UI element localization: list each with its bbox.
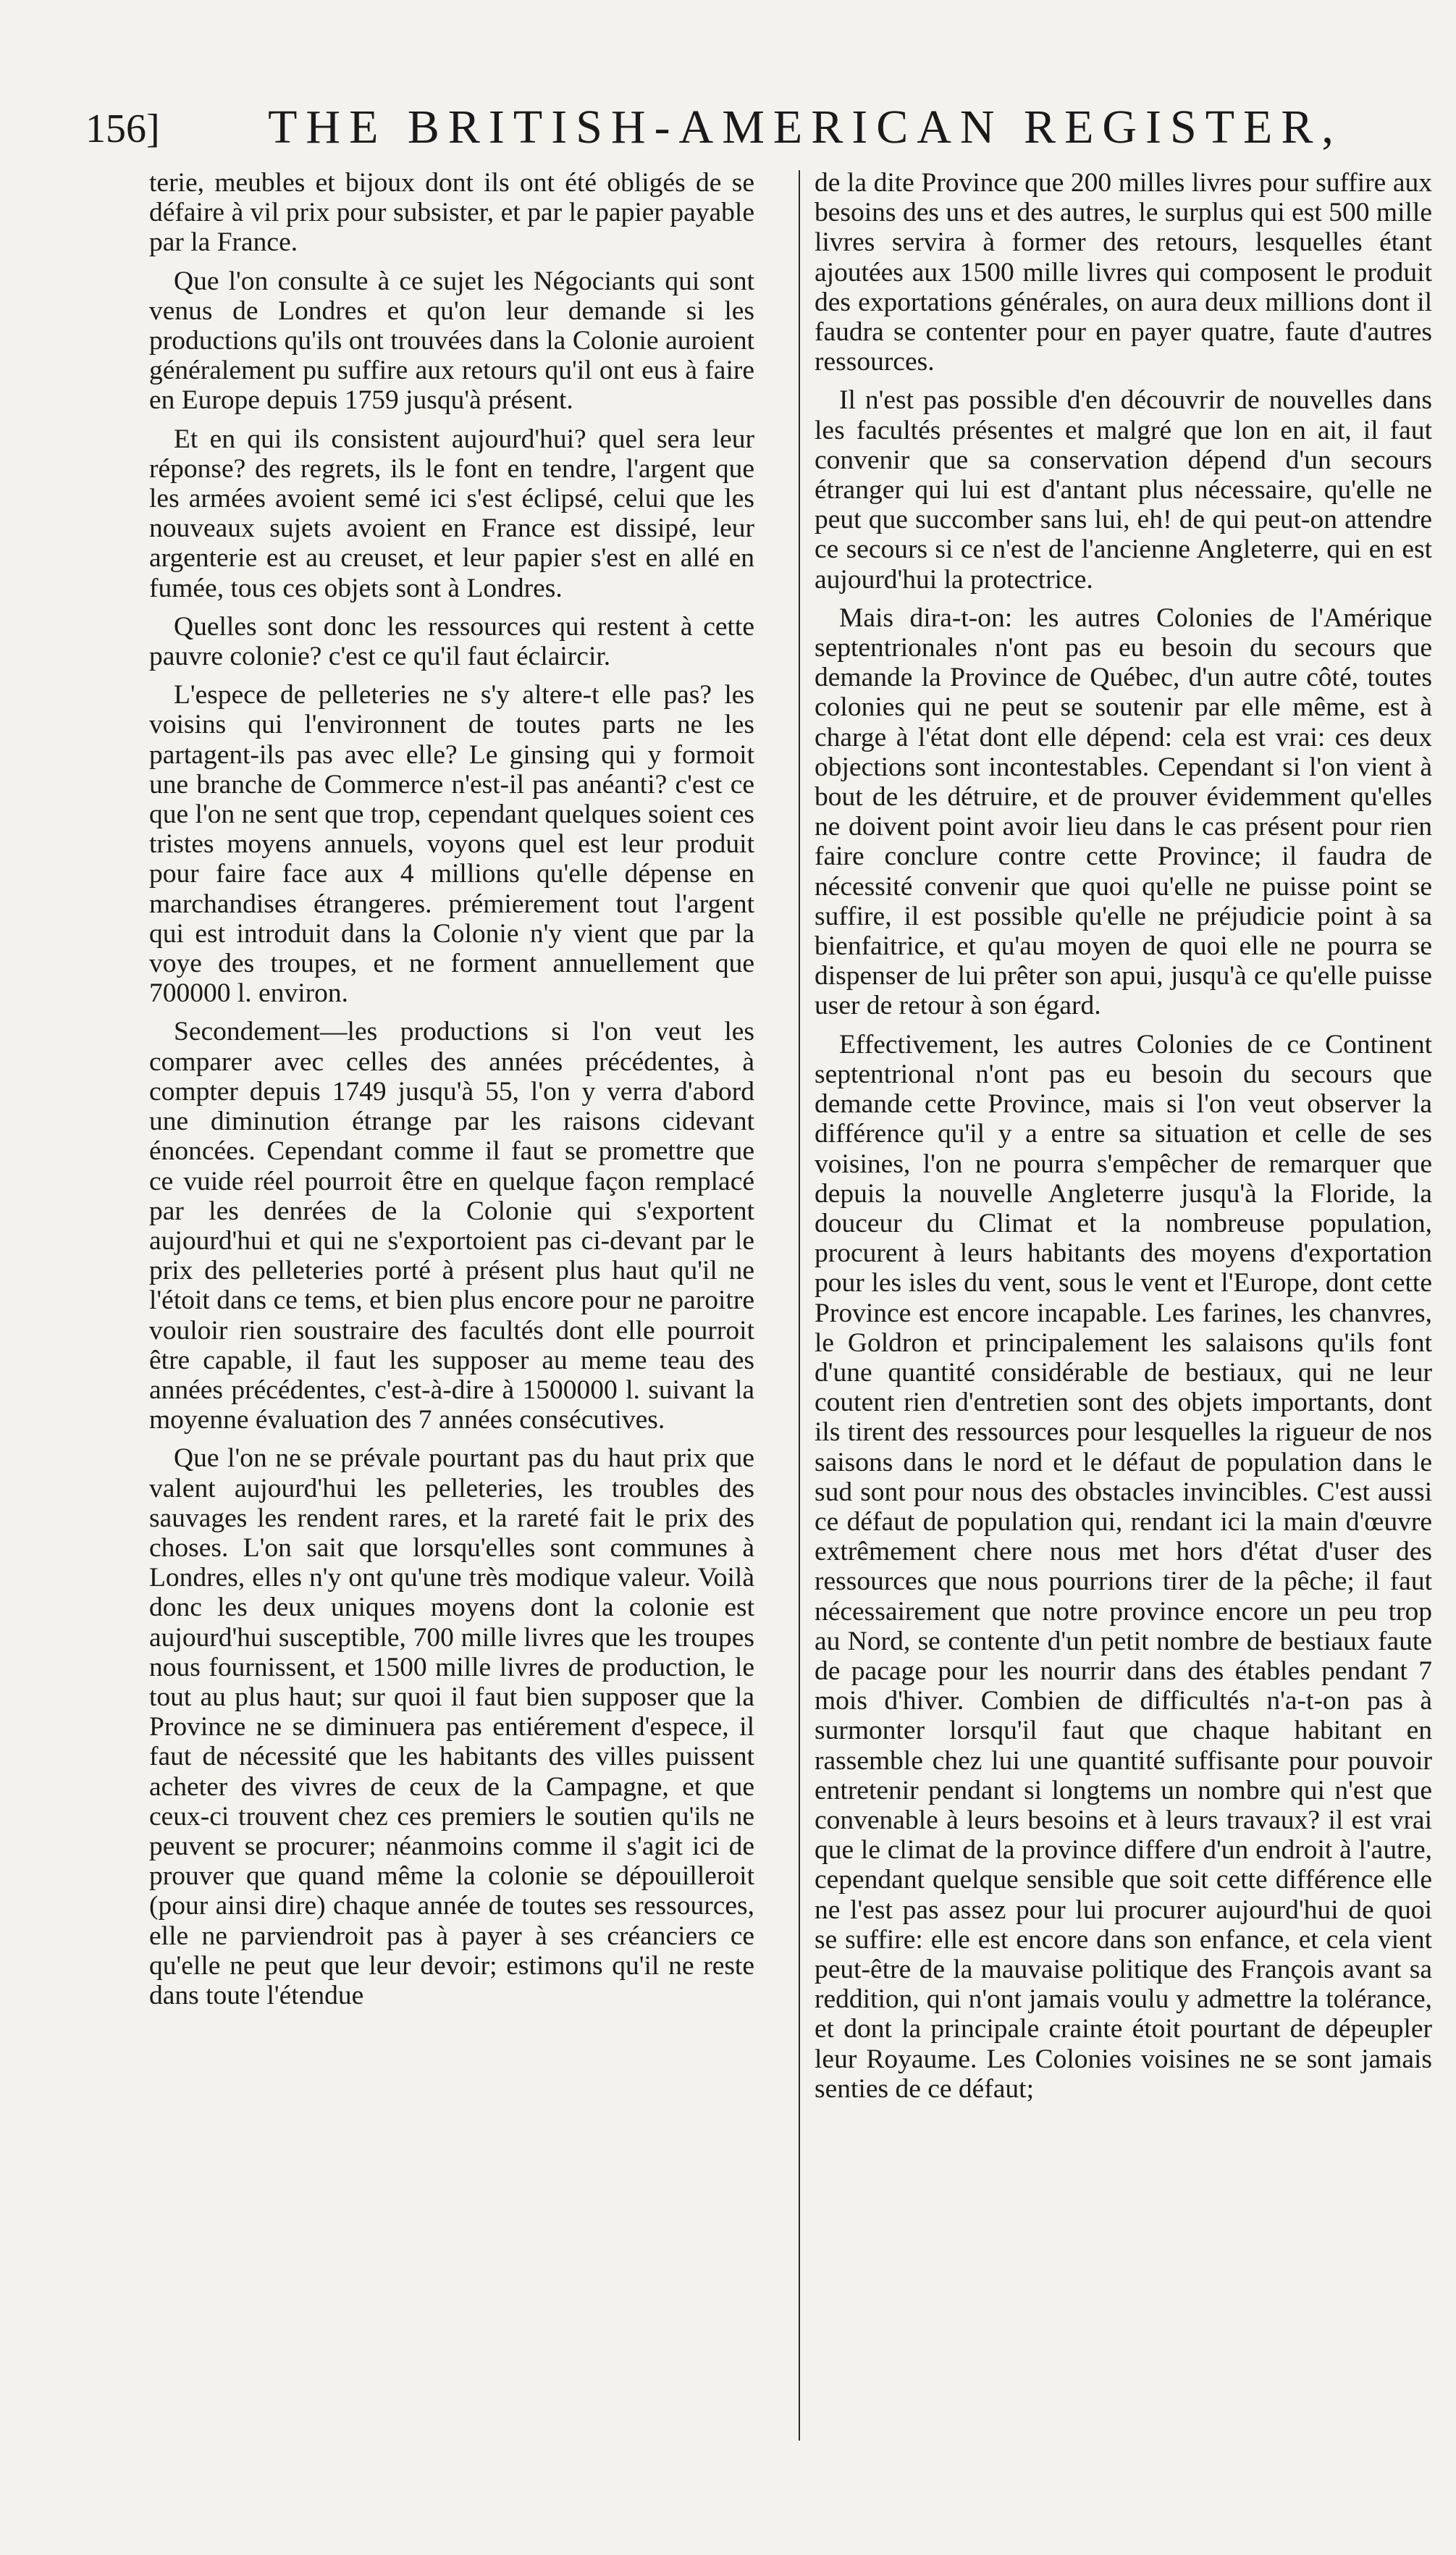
paragraph: Effectivement, les autres Colonies de ce Continent septentrional n'ont pas eu besoin du secours que demande cette Province, mais si l'on veut observer la différence qu'il y a entre sa situation et celle de ses voisines, l'on ne pourra s'empêcher de remarquer que depuis la nouvelle Angleterre jusqu'à la Floride, la douceur du Climat et la nombreuse population, procurent à leurs habitants des moyens d'exportation pour les isles du vent, sous le vent et l'Europe, dont cette Province est encore incapable. Les farines, les chanvres, le Goldron et principalement les salaisons qu'ils font d'une quantité considérable de bestiaux, qui ne leur coutent rien d'entretien sont des objets importants, dont ils tirent des ressources pour lesquelles la rigueur de nos saisons dans le nord et le défaut de population dans le sud sont pour nous des obstacles invincibles. C'est aussi ce défaut de population qui, rendant ici la main d'œuvre extrêmement chere nous met hors d'état d'user des ressources que nous pourrions tirer de la pêche; il faut nécessairement que notre province encore un peu trop au Nord, se contente d'un petit nombre de bestiaux faute de pacage pour les nourrir dans des étables pendant 7 mois d'hiver. Combien de difficultés n'a-t-on pas à surmonter lorsqu'il faut que chaque habitant en rassemble chez lui une quantité suffisante pour pouvoir entretenir pendant si longtems un nombre qui n'est que convenable à leurs besoins et à leurs travaux? il est vrai que le climat de la province differe d'un endroit à l'autre, cependant quelque sensible que soit cette différence elle ne l'est pas assez pour lui procurer aujourd'hui de quoi se suffire: elle est encore dans son enfance, et cela vient peut-être de la mauvaise politique des François avant sa reddition, qui n'ont jamais voulu y admettre la tolérance, et dont la principale crainte étoit pourtant de dépeupler leur Royaume. Les Colonies voisines ne se sont jamais senties de ce défaut;	[815, 1029, 1432, 2104]
column-divider	[799, 170, 800, 2441]
paragraph: Mais dira-t-on: les autres Colonies de l'Amérique septentrionales n'ont pas eu besoin du secours que demande la Province de Québec, d'un autre côté, toutes colonies qui ne peut se soutenir par elle même, est à charge à l'état dont elle dépend: cela est vrai: ces deux objections sont incontestables. Cependant si l'on vient à bout de les détruire, et de prouver évidemment qu'elles ne doivent point avoir lieu dans le cas présent pour rien faire conclure contre cette Province; il faudra de nécessité convenir que quoi qu'elle ne puisse point se suffire, il est possible qu'elle ne préjudicie point à sa bienfaitrice, et qu'au moyen de quoi elle ne pourra se dispenser de lui prêter son apui, jusqu'à ce qu'elle puisse user de retour à son égard.	[815, 603, 1432, 1021]
left-column	[149, 168, 754, 2019]
paragraph: Quelles sont donc les ressources qui restent à cette pauvre colonie? c'est ce qu'il faut éclaircir.	[149, 611, 754, 672]
paragraph: Et en qui ils consistent aujourd'hui? quel sera leur réponse? des regrets, ils le font en tendre, l'argent que les armées avoient semé ici s'est éclipsé, celui que les nouveaux sujets avoient en France est dissipé, leur argenterie est au creuset, et leur papier s'est en allé en fumée, tous ces objets sont à Londres.	[149, 424, 754, 603]
right-column	[815, 168, 1432, 2113]
paragraph: terie, meubles et bijoux dont ils ont été obligés de se défaire à vil prix pour subsister, et par le papier payable par la France.	[149, 168, 754, 258]
paragraph: Secondement—les productions si l'on veut les comparer avec celles des années précédentes, à compter depuis 1749 jusqu'à 55, l'on y verra d'abord une diminution étrange par les raisons cidevant énoncées. Cependant comme il faut se promettre que ce vuide réel pourroit être en quelque façon remplacé par les denrées de la Colonie qui s'exportent aujourd'hui et qui ne s'exportoient pas ci-devant par le prix des pelleteries porté à présent plus haut qu'il ne l'étoit dans ce tems, et bien plus encore pour ne paroitre vouloir rien soustraire des facultés dont elle pourroit être capable, il faut les supposer au meme teau des années précédentes, c'est-à-dire à 1500000 l. suivant la moyenne évaluation des 7 années consécutives.	[149, 1017, 754, 1435]
page-header	[85, 91, 1439, 164]
paragraph: Que l'on ne se prévale pourtant pas du haut prix que valent aujourd'hui les pelleteries, les troubles des sauvages les rendent rares, et la rareté fait le prix des choses. L'on sait que lorsqu'elles sont communes à Londres, elles n'y ont qu'une très modique valeur. Voilà donc les deux uniques moyens dont la colonie est aujourd'hui susceptible, 700 mille livres que les troupes nous fournissent, et 1500 mille livres de production, le tout au plus haut; sur quoi il faut bien supposer que la Province ne se diminuera pas entiérement d'espece, il faut de nécessité que les habitants des villes puissent acheter des vivres de ceux de la Campagne, et que ceux-ci trouvent chez ces premiers le soutien qu'ils ne peuvent se procurer; néanmoins comme il s'agit ici de prouver que quand même la colonie se dépouilleroit (pour ainsi dire) chaque année de toutes ses ressources, elle ne parviendroit pas à payer à ses créanciers ce qu'elle ne peut que leur devoir; estimons qu'il ne reste dans toute l'étendue	[149, 1443, 754, 2010]
running-title: THE BRITISH-AMERICAN REGISTER,	[268, 101, 1342, 154]
paragraph: L'espece de pelleteries ne s'y altere-t elle pas? les voisins qui l'environnent de toutes parts ne les partagent-ils pas avec elle? Le ginsing qui y formoit une branche de Commerce n'est-il pas anéanti? c'est ce que l'on ne sent que trop, cependant quelques soient ces tristes moyens annuels, voyons quel est leur produit pour faire face aux 4 millions qu'elle dépense en marchandises étrangeres. prémierement tout l'argent qui est introduit dans la Colonie n'y vient que par la voye des troupes, et ne forment annuellement que 700000 l. environ.	[149, 680, 754, 1009]
paragraph: de la dite Province que 200 milles livres pour suffire aux besoins des uns et des autres, le surplus qui est 500 mille livres servira à former des retours, lesquelles étant ajoutées aux 1500 mille livres qui composent le produit des exportations générales, on aura deux millions dont il faudra se contenter pour en payer quatre, faute d'autres ressources.	[815, 168, 1432, 377]
paragraph: Que l'on consulte à ce sujet les Négociants qui sont venus de Londres et qu'on leur demande si les productions qu'ils ont trouvées dans la Colonie auroient généralement pu suffire aux retours qu'il ont eus à faire en Europe depuis 1759 jusqu'à présent.	[149, 266, 754, 416]
page-number: 156]	[85, 106, 160, 151]
paragraph: Il n'est pas possible d'en découvrir de nouvelles dans les facultés présentes et malgré que lon en ait, il faut convenir que sa conservation dépend d'un secours étranger qui lui est d'antant plus nécessaire, qu'elle ne peut que succomber sans lui, eh! de qui peut-on attendre ce secours si ce n'est de l'ancienne Angleterre, qui en est aujourd'hui la protectrice.	[815, 385, 1432, 595]
